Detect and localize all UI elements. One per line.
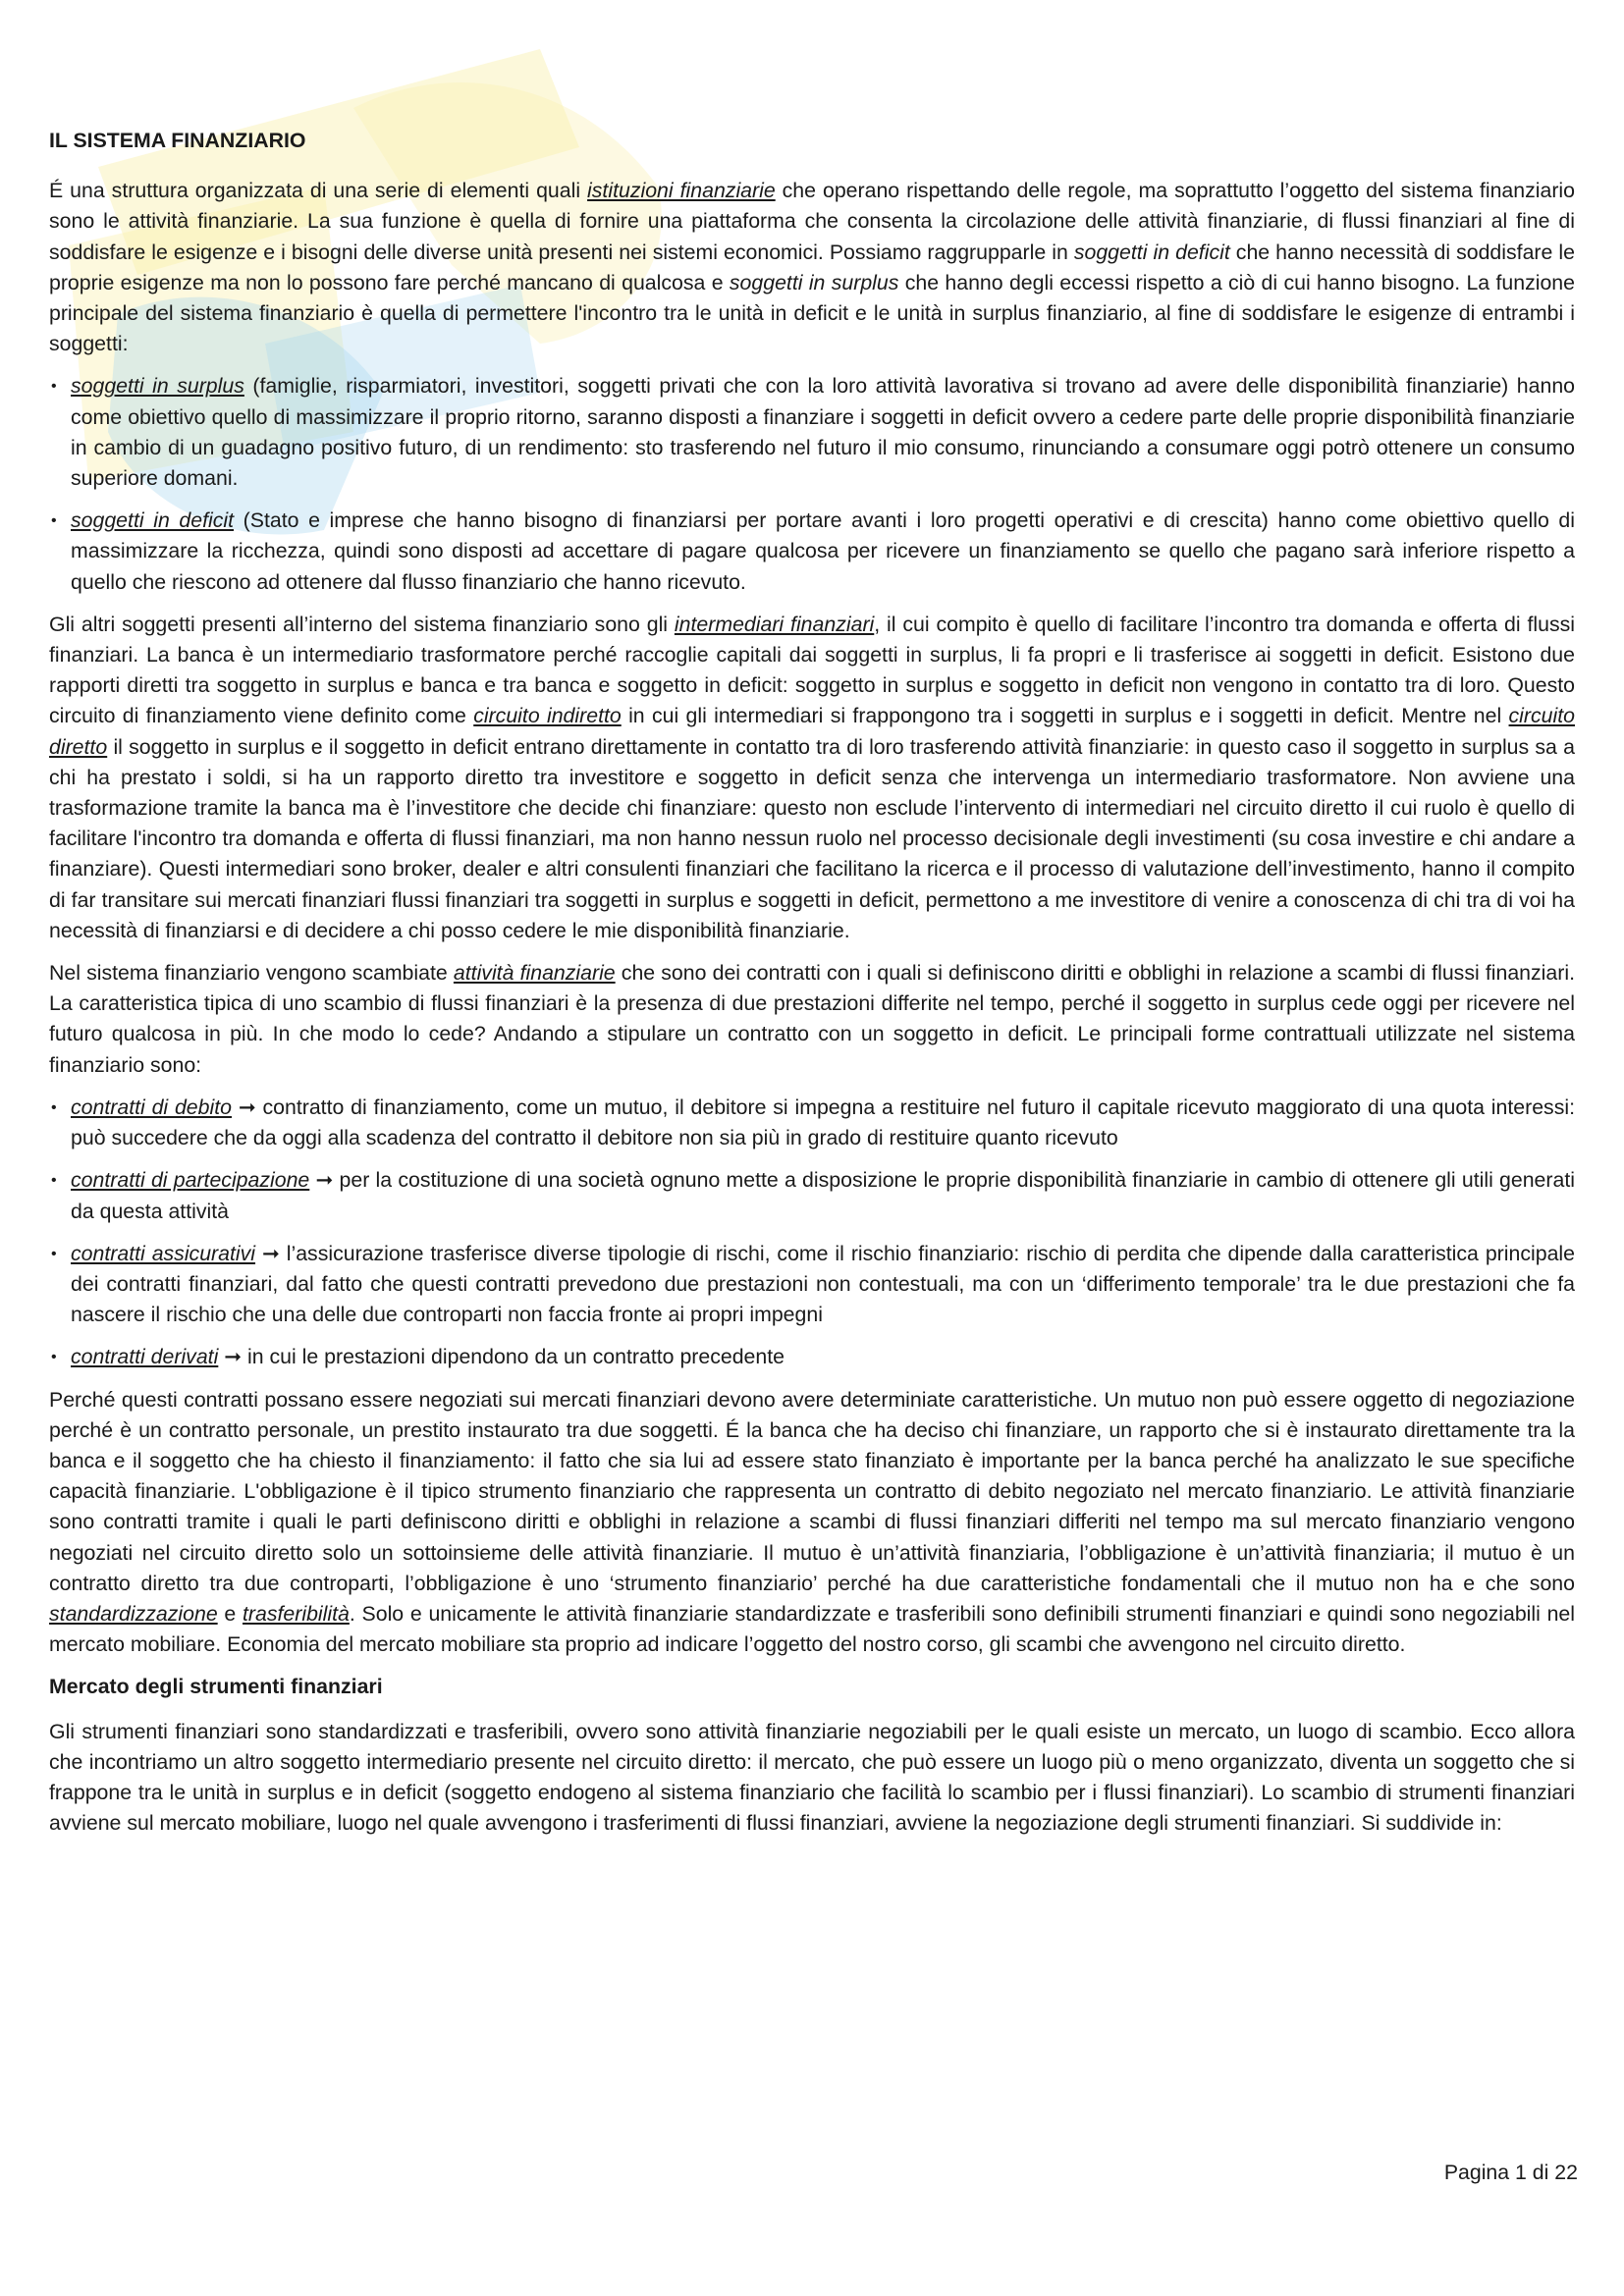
paragraph-attivita: Nel sistema finanziario vengono scambiate attività finanziarie che sono dei contratti con i quali si definiscono diritti e obblighi in relazione a scambi di flussi finanziari. La caratteristica tipica di uno scambio di flussi finanziari è la presenza di due prestazioni differite nel tempo, perché il soggetto in surplus cede oggi per ricevere nel futuro qualcosa in più. In che modo lo cede? Andando a stipulare un contratto con un soggetto in deficit. Le principali forme contrattuali utilizzate nel sistema finanziario sono: [49, 961, 1575, 1077]
paragraph-strumenti: Perché questi contratti possano essere negoziati sui mercati finanziari devono avere determiniate caratteristiche. Un mutuo non può essere oggetto di negoziazione perché è un contratto personale, un prestito instaurato tra due soggetti. É la banca che ha deciso chi finanziare, un rapporto che si è instaurato direttamente tra la banca e il soggetto che ha chiesto il finanziamento: il fatto che sia lui ad essere stato finanziato è importante per la banca perché ha analizzato le sue specifiche capacità finanziarie. L'obbligazione è il tipico strumento finanziario che rappresenta un contratto di debito negoziato nel mercato finanziario. Le attività finanziarie sono contratti tramite i quali le parti definiscono diritti e obblighi in relazione a scambi di flussi finanziari differiti nel tempo ma sul mercato finanziario vengono negoziati nel circuito diretto solo un sottoinsieme delle attività finanziarie. Il mutuo è un’attività finanziaria, l’obbligazione è un’attività finanziaria; il mutuo è un contratto diretto tra due controparti, l’obbligazione è uno ‘strumento finanziario’ perché ha due caratteristiche fondamentali che il mutuo non ha e che sono standardizzazione e trasferibilità. Solo e unicamente le attività finanziarie standardizzate e trasferibili sono definibili strumenti finanziari e quindi sono negoziabili nel mercato mobiliare. Economia del mercato mobiliare sta proprio ad indicare l’oggetto del nostro corso, gli scambi che avvengono nel circuito diretto. [49, 1387, 1576, 1657]
list-item: • soggetti in deficit (Stato e imprese che hanno bisogno di finanziarsi per portare avanti i loro progetti operativi e di crescita) hanno come obiettivo quello di massimizzare la ricchezza, quindi sono disposti ad accettare di pagare qualcosa per ricevere un finanziamento se quello che pagano sarà inferiore rispetto a quello che riescono ad ottenere dal flusso finanziario che hanno ricevuto. [49, 506, 1575, 598]
page-number: Pagina 1 di 22 [1443, 2161, 1578, 2184]
document-body [49, 126, 1575, 1850]
list-item: • contratti di debito ➞ contratto di finanziamento, come un mutuo, il debitore si impegna a restituire nel futuro il capitale ricevuto maggiorato di una quota interessi: può succedere che da oggi alla scadenza del contratto il debitore non sia più in grado di restituire quanto ricevuto [49, 1093, 1575, 1153]
term-soggetti-deficit: soggetti in deficit [1073, 240, 1230, 264]
term-istituzioni-finanziarie: istituzioni finanziarie [587, 179, 776, 203]
term-soggetti-surplus: soggetti in surplus [729, 270, 899, 294]
term-intermediari-finanziari: intermediari finanziari [674, 612, 875, 636]
paragraph-intro: É una struttura organizzata di una serie di elementi quali istituzioni finanziarie che operano rispettando delle regole, ma soprattutto l’oggetto del sistema finanziario sono le attività finanziarie. La sua funzione è quella di fornire una piattaforma che consenta la circolazione delle attività finanziarie, di flussi finanziari al fine di soddisfare le esigenze e i bisogni delle diverse unità presenti nei sistemi economici. Possiamo raggrupparle in soggetti in deficit che hanno necessità di soddisfare le proprie esigenze ma non lo possono fare perché mancano di qualcosa e soggetti in surplus che hanno degli eccessi rispetto a ciò di cui hanno bisogno. La funzione principale del sistema finanziario è quella di permettere l'incontro tra le unità in deficit e le unità in surplus finanziario, al fine di soddisfare le esigenze di entrambi i soggetti: [49, 179, 1575, 356]
paragraph-mercato: Gli strumenti finanziari sono standardizzati e trasferibili, ovvero sono attività finanziarie negoziabili per le quali esiste un mercato, un luogo di scambio. Ecco allora che incontriamo un altro soggetto intermediario presente nel circuito diretto: il mercato, che può essere un luogo più o meno organizzato, diventa un soggetto che si frappone tra le unità in surplus e in deficit (soggetto endogeno al sistema finanziario che facilità lo scambio per i flussi finanziari). Lo scambio di strumenti finanziari avviene sul mercato mobiliare, luogo nel quale avvengono i trasferimenti di flussi finanziari, avviene la negoziazione degli strumenti finanziari. Si suddivide in: [49, 1719, 1575, 1836]
list-item: • soggetti in surplus (famiglie, risparmiatori, investitori, soggetti privati che con la loro attività lavorativa si trovano ad avere delle disponibilità finanziarie) hanno come obiettivo quello di massimizzare il proprio ritorno, saranno disposti a finanziare i soggetti in deficit ovvero a cedere parte delle proprie disponibilità finanziarie in cambio di un guadagno positivo futuro, di un rendimento: sto trasferendo nel futuro il mio consumo, rinunciando a consumare oggi potrò ottenere un consumo superiore domani. [49, 371, 1575, 494]
term-standardizzazione: standardizzazione [49, 1601, 218, 1626]
list-contratti [49, 1093, 1575, 1373]
term-attivita-finanziarie: attività finanziarie [453, 961, 616, 986]
term-circuito-diretto: circuito diretto [49, 704, 1575, 759]
list-item: • contratti assicurativi ➞ l’assicurazione trasferisce diverse tipologie di rischi, come il rischio finanziario: rischio di perdita che dipende dalla caratteristica principale dei contratti finanziari, dal fatto che questi contratti prevedono due prestazioni non contestuali, ma con un ‘differimento temporale’ tra le due prestazioni che fa nascere il rischio che una delle due controparti non faccia fronte ai propri impegni [49, 1239, 1575, 1331]
document-title: IL SISTEMA FINANZIARIO [49, 129, 306, 152]
list-item: • contratti di partecipazione ➞ per la costituzione di una società ognuno mette a disposizione le proprie disponibilità finanziarie in cambio di ottenere gli utili generati da questa attività [49, 1165, 1575, 1226]
list-soggetti [49, 371, 1575, 597]
term-trasferibilita: trasferibilità [242, 1601, 350, 1626]
list-item: • contratti derivati ➞ in cui le prestazioni dipendono da un contratto precedente [49, 1342, 1575, 1372]
section-title: Mercato degli strumenti finanziari [49, 1675, 383, 1699]
paragraph-intermediari: Gli altri soggetti presenti all’interno del sistema finanziario sono gli intermediari finanziari, il cui compito è quello di facilitare l’incontro tra domanda e offerta di flussi finanziari. La banca è un intermediario trasformatore perché raccoglie capitali dai soggetti in surplus, li fa propri e li trasferisce ai soggetti in deficit. Esistono due rapporti diretti tra soggetto in surplus e banca e tra banca e soggetto in deficit: soggetto in surplus e soggetto in deficit non vengono in contatto tra di loro. Questo circuito di finanziamento viene definito come circuito indiretto in cui gli intermediari si frappongono tra i soggetti in surplus e i soggetti in deficit. Mentre nel circuito diretto il soggetto in surplus e il soggetto in deficit entrano direttamente in contatto tra di loro trasferendo attività finanziarie: in questo caso il soggetto in surplus sa a chi ha prestato i soldi, si ha un rapporto diretto tra investitore e soggetto in deficit senza che intervenga un intermediario trasformatore. Non avviene una trasformazione tramite la banca ma è l’investitore che decide chi finanziare: questo non esclude l’intervento di intermediari nel circuito diretto il cui ruolo è quello di facilitare l'incontro tra domanda e offerta di flussi finanziari, ma non hanno nessun ruolo nel processo decisionale degli investimenti (su cosa investire e chi andare a finanziare). Questi intermediari sono broker, dealer e altri consulenti finanziari che facilitano la ricerca e il processo di valutazione dell’investimento, hanno il compito di far transitare sui mercati finanziari flussi finanziari tra soggetti in surplus e soggetti in deficit, permettono a me investitore di venire a conoscenza di chi tra di voi ha necessità di finanziarsi e di decidere a chi posso cedere le mie disponibilità finanziarie. [49, 612, 1575, 942]
term-circuito-indiretto: circuito indiretto [473, 704, 622, 728]
